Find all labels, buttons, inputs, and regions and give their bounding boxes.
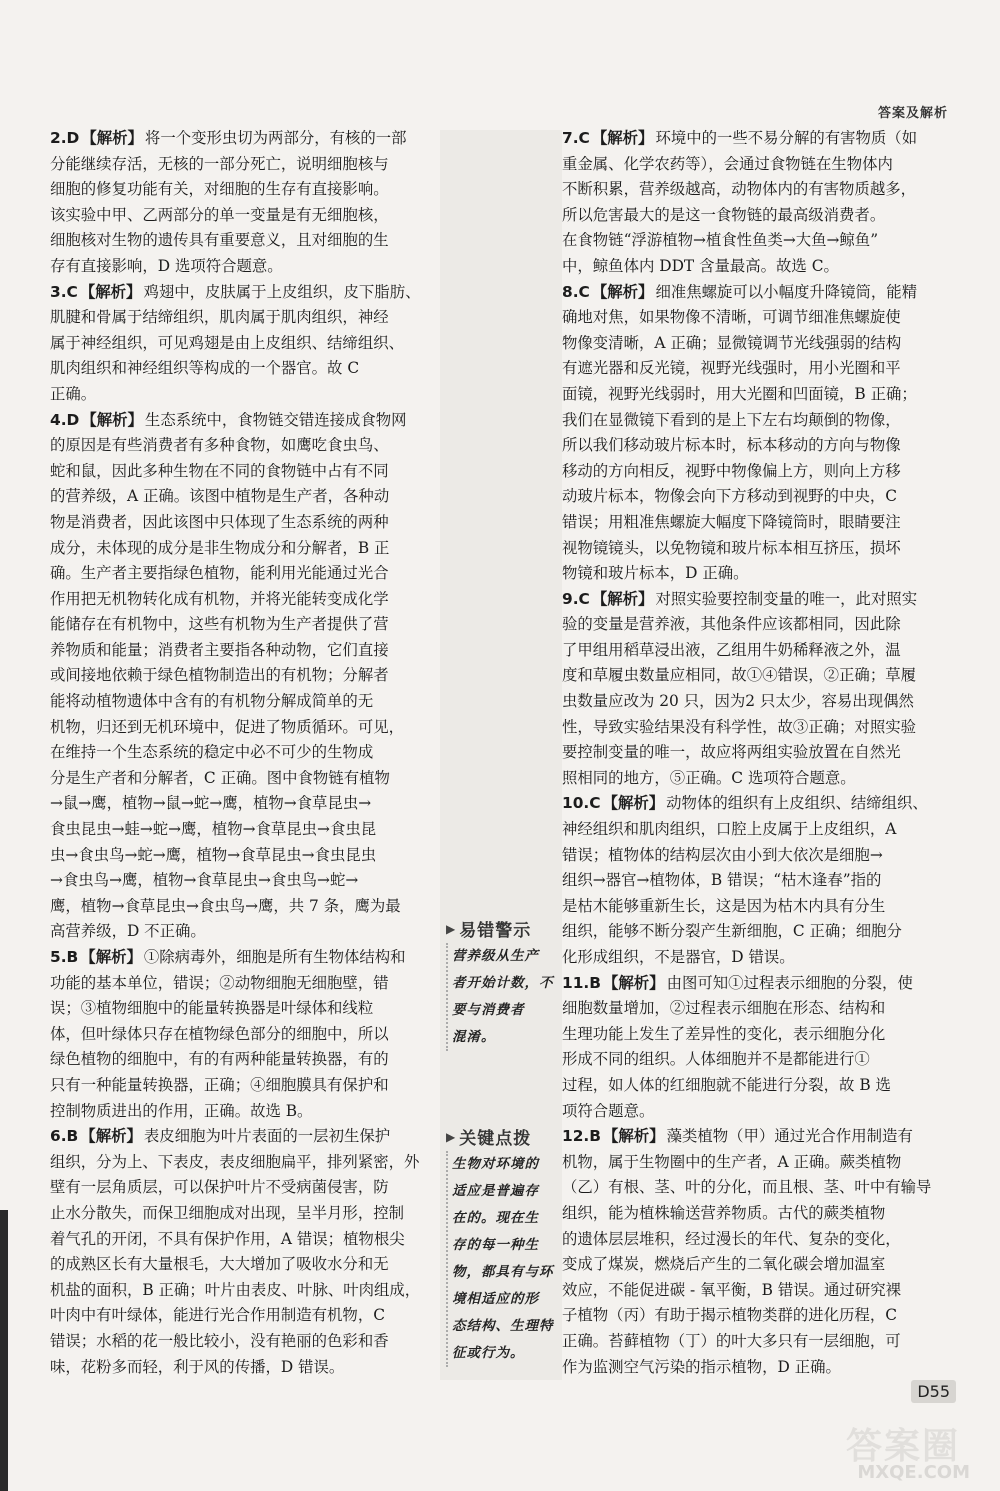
answer-line: 面镜，视野光线弱时，用大光圈和凹面镜，B 正确；	[562, 384, 917, 403]
answer-line: 的遗体层层堆积，经过漫长的年代、复杂的变化，	[562, 1229, 901, 1248]
answer-number: 12.B	[562, 1127, 601, 1146]
analysis-tag: 【解析】	[603, 1127, 665, 1146]
answer-line: 属于神经组织，可见鸡翅是由上皮组织、结缔组织、	[50, 333, 404, 352]
answer-number: 6.B	[50, 1127, 79, 1146]
side-note-line: 混淆。	[452, 1029, 496, 1045]
page-header: 答案及解析	[877, 106, 948, 121]
answer-line: 作为监测空气污染的指示植物，D 正确。	[562, 1357, 841, 1376]
analysis-tag: 【解析】	[81, 410, 143, 429]
answer-item	[50, 1124, 442, 1380]
answer-number: 5.B	[50, 948, 79, 966]
answer-line: 能储存在有机物中，这些有机物为生产者提供了营	[50, 615, 389, 634]
answer-line: 形成不同的组织。人体细胞并不是都能进行①	[562, 1050, 870, 1069]
answer-line: 的成熟区长有大量根毛，大大增加了吸收水分和无	[50, 1255, 389, 1274]
answer-line: 物是消费者，因此该图中只体现了生态系统的两种	[50, 512, 389, 531]
answer-line: 确。生产者主要指绿色植物，能利用光能通过光合	[50, 564, 389, 583]
answer-line: 生理功能上发生了差异性的变化，表示细胞分化	[562, 1024, 886, 1043]
answer-line: 叶肉中有叶绿体，能进行光合作用制造有机物，C	[50, 1306, 385, 1325]
side-note-warning	[446, 916, 558, 1051]
answer-item	[50, 126, 442, 280]
answer-line: 在食物链“浮游植物→植食性鱼类→大鱼→鲸鱼”	[562, 231, 879, 250]
side-note-line: 境相适应的形	[452, 1291, 539, 1307]
answer-line: 视物镜镜头，以免物镜和玻片标本相互挤压，损坏	[562, 538, 901, 557]
answer-item	[50, 945, 442, 1124]
side-note-line: 物，都具有与环	[452, 1264, 554, 1280]
watermark-url: MXQE.COM	[857, 1462, 970, 1483]
answer-line: 的原因是有些消费者有多种食物，如鹰吃食虫鸟、	[50, 436, 389, 455]
triangle-marker-icon: ▶	[446, 1129, 457, 1144]
answer-line: 机物，属于生物圈中的生产者，A 正确。蕨类植物	[562, 1152, 902, 1171]
page-number: D55	[911, 1380, 956, 1403]
answer-line: 分是生产者和分解者，C 正确。图中食物链有植物	[50, 768, 390, 787]
answer-item	[562, 280, 954, 587]
answer-line: 藻类植物（甲）通过光合作用制造有	[666, 1127, 913, 1146]
answer-line: 确地对焦，如果物像不清晰，可调节细准焦螺旋使	[562, 308, 901, 327]
answer-line: 移动的方向相反，视野中物像偏上方，则向上方移	[562, 461, 901, 480]
answer-number: 10.C	[562, 794, 601, 813]
answer-number: 3.C	[50, 282, 78, 301]
answer-line: ①除病毒外，细胞是所有生物体结构和	[143, 948, 406, 966]
answer-item	[562, 971, 954, 1125]
answer-line: 鹰，植物→食草昆虫→食虫鸟→鹰，共 7 条，鹰为最	[50, 896, 401, 915]
answer-line: 是枯木能够重新生长，这是因为枯木内具有分生	[562, 896, 886, 915]
answer-line: 蛇和鼠，因此多种生物在不同的食物链中占有不同	[50, 461, 389, 480]
answer-line: 的营养级，A 正确。该图中植物是生产者，各种动	[50, 487, 390, 506]
analysis-tag: 【解析】	[591, 589, 654, 608]
answer-line: 组织，能为植株输送营养物质。古代的蕨类植物	[562, 1203, 886, 1222]
answer-line: 效应，不能促进碳 - 氧平衡，B 错误。通过研究裸	[562, 1280, 901, 1299]
answer-line: 肌肉组织和神经组织等构成的一个器官。故 C	[50, 359, 360, 378]
answer-line: 组织，分为上、下表皮，表皮细胞扁平，排列紧密，外	[50, 1152, 420, 1171]
answer-line: 生态系统中，食物链交错连接成食物网	[144, 410, 407, 429]
answer-line: 动物体的组织有上皮组织、结缔组织、	[666, 794, 928, 813]
answer-line: 作用把无机物转化成有机物，并将光能转变成化学	[50, 589, 389, 608]
answer-line: 养物质和能量；消费者主要指各种动物，它们直接	[50, 640, 389, 659]
answer-line: 错误；用粗准焦螺旋大幅度下降镜筒时，眼睛要注	[562, 512, 901, 531]
answer-item	[562, 126, 954, 280]
answer-line: 存有直接影响，D 选项符合题意。	[50, 256, 283, 275]
side-note-line: 者开始计数，不	[452, 975, 554, 991]
side-note-line: 征或行为。	[452, 1345, 525, 1361]
side-note-line: 在的。现在生	[452, 1210, 539, 1226]
answer-line: →鼠→鹰，植物→鼠→蛇→鹰，植物→食草昆虫→	[50, 794, 372, 813]
answer-line: 虫数量应改为 20 只，因为2 只太少，容易出现偶然	[562, 692, 914, 711]
left-column	[50, 126, 442, 1380]
answer-line: 体，但叶绿体只存在植物绿色部分的细胞中，所以	[50, 1024, 389, 1043]
answer-line: 照相同的地方，⑤正确。C 选项符合题意。	[562, 768, 856, 787]
answer-line: 细胞的修复功能有关，对细胞的生存有直接影响。	[50, 180, 389, 199]
answer-line: 组织，能够不断分裂产生新细胞，C 正确；细胞分	[562, 922, 902, 941]
answer-item	[50, 280, 442, 408]
answer-item	[562, 1124, 954, 1380]
answer-line: 动玻片标本，物像会向下方移动到视野的中央，C	[562, 487, 897, 506]
answer-line: 物像变清晰，A 正确；显微镜调节光线强弱的结构	[562, 333, 902, 352]
answer-line: 正确。	[50, 384, 97, 403]
analysis-tag: 【解析】	[591, 282, 654, 301]
answer-line: 化形成组织，不是器官，D 错误。	[562, 948, 795, 966]
answer-line: 止水分散失，而保卫细胞成对出现，呈半月形，控制	[50, 1203, 404, 1222]
answer-line: 误；③植物细胞中的能量转换器是叶绿体和线粒	[50, 999, 374, 1018]
answer-line: 不断积累，营养级越高，动物体内的有害物质越多，	[562, 180, 916, 199]
answer-line: 环境中的一些不易分解的有害物质（如	[655, 129, 918, 147]
answer-line: 有遮光器和反光镜，视野光线强时，用小光圈和平	[562, 359, 901, 378]
answer-line: 对照实验要控制变量的唯一，此对照实	[655, 589, 918, 608]
answer-line: 机盐的面积，B 正确；叶片由表皮、叶脉、叶肉组成，	[50, 1280, 421, 1299]
answer-number: 7.C	[562, 129, 590, 147]
answer-line: 细胞数量增加，②过程表示细胞在形态、结构和	[562, 999, 886, 1018]
side-note-line: 态结构、生理特	[452, 1318, 554, 1334]
answer-line: 高营养级，D 不正确。	[50, 922, 206, 941]
answer-line: 度和草履虫数量应相同，故①④错误，②正确；草履	[562, 666, 916, 685]
answer-line: 表皮细胞为叶片表面的一层初生保护	[143, 1127, 391, 1146]
answer-line: 能将动植物遗体中含有的有机物分解成简单的无	[50, 692, 374, 711]
answer-line: 要控制变量的唯一，故应将两组实验放置在自然光	[562, 743, 901, 762]
analysis-tag: 【解析】	[591, 129, 654, 147]
side-note-key-point	[446, 1124, 558, 1367]
answer-number: 2.D	[50, 129, 80, 147]
answer-line: 壁有一层角质层，可以保护叶片不受病菌侵害，防	[50, 1178, 389, 1197]
answer-line: 项符合题意。	[562, 1101, 655, 1120]
analysis-tag: 【解析】	[79, 282, 142, 301]
answer-line: 组织→器官→植物体，B 错误；“枯木逢春”指的	[562, 871, 882, 890]
answer-line: 细准焦螺旋可以小幅度升降镜筒，能精	[655, 282, 918, 301]
answer-line: 过程，如人体的红细胞就不能进行分裂，故 B 选	[562, 1075, 891, 1094]
answer-line: 将一个变形虫切为两部分，有核的一部	[144, 129, 407, 147]
answer-line: 着气孔的开闭，不具有保护作用，A 错误；植物根尖	[50, 1229, 405, 1248]
answer-number: 8.C	[562, 282, 590, 301]
answer-line: 我们在显微镜下看到的是上下左右均颠倒的物像，	[562, 410, 901, 429]
side-note-line: 存的每一种生	[452, 1237, 539, 1253]
answer-line: 错误；植物体的结构层次由小到大依次是细胞→	[562, 845, 883, 864]
answer-line: 只有一种能量转换器，正确；④细胞膜具有保护和	[50, 1075, 389, 1094]
side-note-line: 适应是普遍存	[452, 1183, 539, 1199]
answer-line: 所以我们移动玻片标本时，标本移动的方向与物像	[562, 436, 901, 455]
answer-line: 了甲组用稻草浸出液，乙组用牛奶稀释液之外，温	[562, 640, 901, 659]
binding-edge	[0, 1210, 8, 1491]
answer-item	[50, 408, 442, 945]
right-column	[562, 126, 954, 1380]
triangle-marker-icon: ▶	[446, 921, 457, 936]
side-note-title: 易错警示	[459, 921, 532, 941]
side-note-line: 要与消费者	[452, 1002, 525, 1018]
answer-line: 所以危害最大的是这一食物链的最高级消费者。	[562, 205, 886, 224]
answer-item	[562, 791, 954, 970]
side-note-body	[446, 943, 558, 1051]
answer-line: 变成了煤炭，燃烧后产生的二氧化碳会增加温室	[562, 1255, 886, 1274]
answer-line: 子植物（丙）有助于揭示植物类群的进化历程，C	[562, 1306, 897, 1325]
answer-line: 绿色植物的细胞中，有的有两种能量转换器，有的	[50, 1050, 389, 1069]
answer-line: 控制物质进出的作用，正确。故选 B。	[50, 1101, 313, 1120]
answer-line: 细胞核对生物的遗传具有重要意义，且对细胞的生	[50, 231, 389, 250]
side-note-line: 营养级从生产	[452, 948, 539, 964]
analysis-tag: 【解析】	[603, 973, 665, 992]
analysis-tag: 【解析】	[80, 1127, 142, 1146]
answer-line: 错误；水稻的花一般比较小，没有艳丽的色彩和香	[50, 1331, 389, 1350]
answer-line: 成分，未体现的成分是非生物成分和分解者，B 正	[50, 538, 390, 557]
watermark-logo: 答案圈	[845, 1426, 960, 1467]
answer-line: 在维持一个生态系统的稳定中必不可少的生物成	[50, 743, 374, 762]
answer-line: 肌腱和骨属于结缔组织，肌肉属于肌肉组织，神经	[50, 308, 389, 327]
side-note-line: 生物对环境的	[452, 1156, 539, 1172]
answer-line: 鸡翅中，皮肤属于上皮组织，皮下脂肪、	[143, 282, 421, 301]
answer-line: 由图可知①过程表示细胞的分裂，使	[666, 973, 913, 992]
answer-line: 神经组织和肌肉组织，口腔上皮属于上皮组织，A	[562, 820, 897, 839]
answer-line: 物镜和玻片标本，D 正确。	[562, 564, 749, 583]
answer-line: 食虫昆虫→蛙→蛇→鹰，植物→食草昆虫→食虫昆	[50, 820, 377, 839]
side-note-body	[446, 1151, 558, 1367]
answer-item	[562, 587, 954, 792]
answer-line: 虫→食虫鸟→蛇→鹰，植物→食草昆虫→食虫昆虫	[50, 845, 377, 864]
answer-number: 4.D	[50, 410, 80, 429]
answer-line: →食虫鸟→鹰，植物→食草昆虫→食虫鸟→蛇→	[50, 871, 359, 890]
answer-number: 9.C	[562, 589, 590, 608]
answer-line: 机物，归还到无机环境中，促进了物质循环。可见，	[50, 717, 404, 736]
answer-line: 重金属、化学农药等），会通过食物链在生物体内	[562, 154, 893, 173]
answer-line: 功能的基本单位，错误；②动物细胞无细胞壁，错	[50, 973, 389, 992]
answer-line: 验的变量是营养液，其他条件应该都相同，因此除	[562, 615, 901, 634]
analysis-tag: 【解析】	[602, 794, 665, 813]
answer-line: 中，鲸鱼体内 DDT 含量最高。故选 C。	[562, 256, 839, 275]
answer-number: 11.B	[562, 973, 601, 992]
answer-line: 味，花粉多而轻，利于风的传播，D 错误。	[50, 1357, 345, 1376]
answer-line: 或间接地依赖于绿色植物制造出的有机物；分解者	[50, 666, 389, 685]
answer-line: 分能继续存活，无核的一部分死亡，说明细胞核与	[50, 154, 389, 173]
side-note-title: 关键点拨	[459, 1129, 532, 1149]
answer-line: 该实验中甲、乙两部分的单一变量是有无细胞核，	[50, 205, 389, 224]
answer-line: 性，导致实验结果没有科学性，故③正确；对照实验	[562, 717, 916, 736]
answer-line: 正确。苔藓植物（丁）的叶大多只有一层细胞，可	[562, 1331, 901, 1350]
analysis-tag: 【解析】	[80, 948, 142, 966]
analysis-tag: 【解析】	[81, 129, 143, 147]
answer-line: （乙）有根、茎、叶的分化，而且根、茎、叶中有输导	[562, 1178, 932, 1197]
